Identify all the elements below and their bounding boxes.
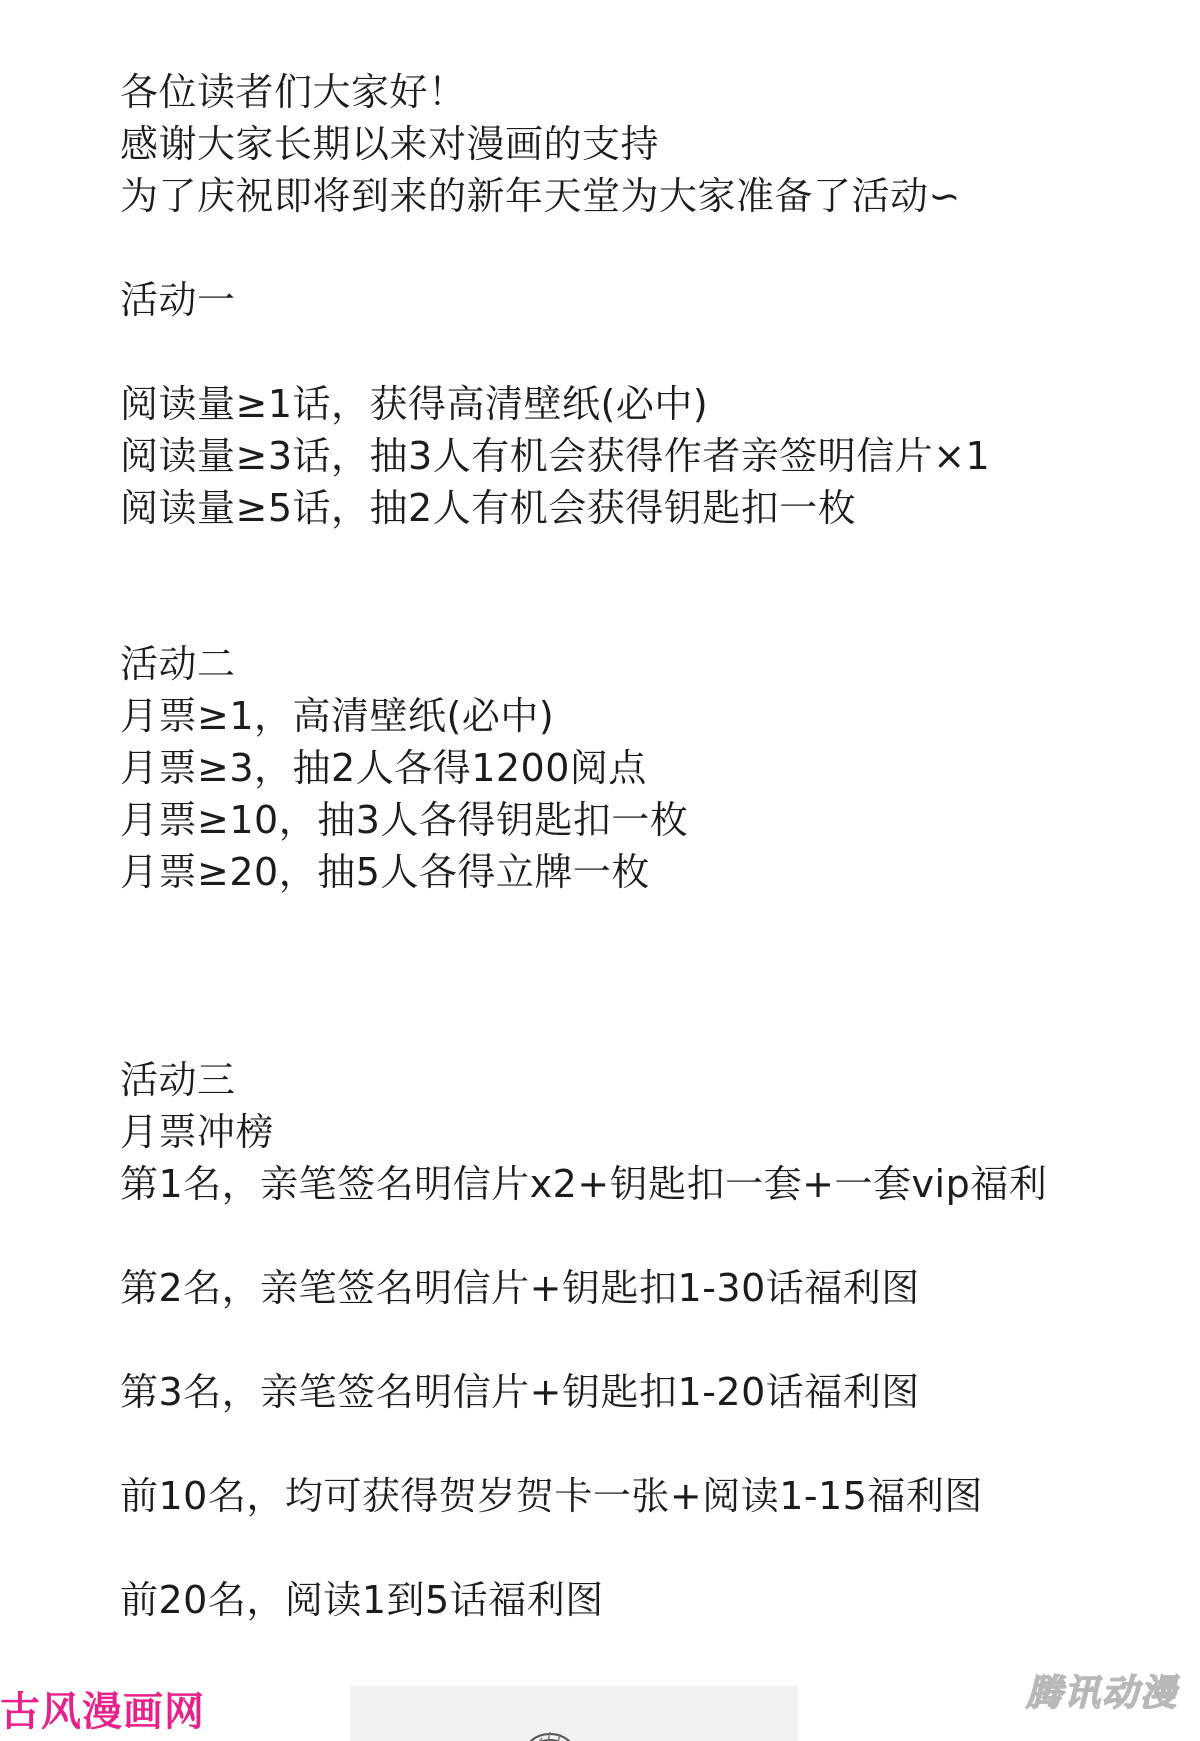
activity-1-title: 活动一 <box>120 278 236 322</box>
activity-2-item: 月票≥1，高清壁纸(必中) <box>120 694 555 738</box>
rank-reward-line: 第3名，亲笔签名明信片+钥匙扣1-20话福利图 <box>120 1370 920 1414</box>
rank-reward-line: 前10名，均可获得贺岁贺卡一张+阅读1-15福利图 <box>120 1474 983 1518</box>
activity-2-item: 月票≥3，抽2人各得1200阅点 <box>120 746 647 790</box>
rank-reward-line: 第1名，亲笔签名明信片x2+钥匙扣一套+一套vip福利 <box>120 1162 1048 1206</box>
rank-reward-line: 前20名，阅读1到5话福利图 <box>120 1578 604 1622</box>
activity-3-subtitle: 月票冲榜 <box>120 1110 275 1154</box>
greeting-line: 各位读者们大家好！ <box>120 70 467 114</box>
site-watermark-left: 古风漫画网 <box>0 1689 205 1735</box>
activity-2-title: 活动二 <box>120 642 236 686</box>
activity-2-item: 月票≥20，抽5人各得立牌一枚 <box>120 850 650 894</box>
activity-3-title: 活动三 <box>120 1058 236 1102</box>
character-sketch-icon <box>510 1716 590 1741</box>
greeting-line: 感谢大家长期以来对漫画的支持 <box>120 122 660 166</box>
rank-reward-line: 第2名，亲笔签名明信片+钥匙扣1-30话福利图 <box>120 1266 920 1310</box>
activity-1-item: 阅读量≥3话，抽3人有机会获得作者亲签明信片×1 <box>120 434 991 478</box>
announcement-text <box>120 66 1160 1626</box>
greeting-line: 为了庆祝即将到来的新年天堂为大家准备了活动∽ <box>120 174 961 218</box>
activity-1-item: 阅读量≥5话，抽2人有机会获得钥匙扣一枚 <box>120 486 857 530</box>
activity-2-item: 月票≥10，抽3人各得钥匙扣一枚 <box>120 798 689 842</box>
activity-1-item: 阅读量≥1话，获得高清壁纸(必中) <box>120 382 709 426</box>
next-panel-preview <box>350 1686 798 1741</box>
site-watermark-right: 腾讯动漫 <box>1025 1673 1178 1714</box>
